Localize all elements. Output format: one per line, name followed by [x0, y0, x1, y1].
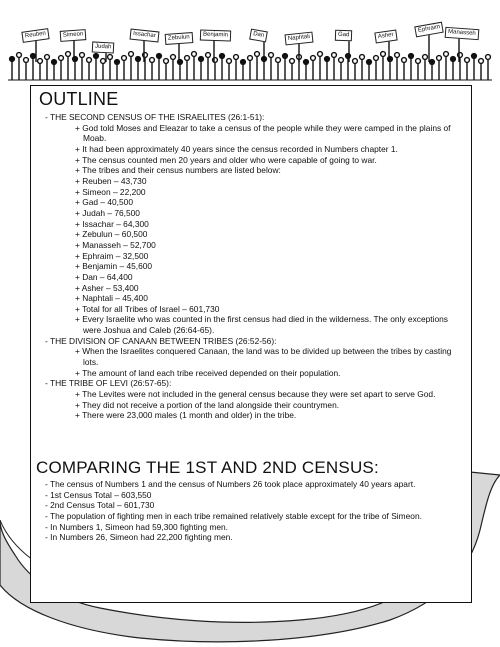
person-head: [283, 54, 288, 59]
section-item: - The census of Numbers 1 and the census of Numbers 26 took place approximately 40 years apart.: [45, 479, 416, 489]
bullet-item: + It had been approximately 40 years since the census recorded in Numbers chapter 1.: [75, 143, 398, 154]
person-head: [150, 58, 155, 63]
person-head: [185, 56, 190, 61]
person-head: [59, 56, 64, 61]
person-head: [122, 56, 127, 61]
section-item: - In Numbers 1, Simeon had 59,300 fighting men.: [45, 521, 228, 532]
person-head: [220, 54, 225, 59]
outline-title: OUTLINE: [39, 89, 119, 109]
bullet-item: + God told Moses and Eleazar to take a census of the people while they were camped in the plains of Moab.: [75, 122, 451, 144]
bullet-item: + Gad – 40,500: [75, 197, 133, 208]
bullet-item: + The tribes and their census numbers are listed below:: [75, 165, 281, 176]
person-head: [290, 59, 295, 64]
bullet-item: + Simeon – 22,200: [75, 186, 146, 197]
person-head: [31, 54, 36, 59]
tribe-sign: Naphtali: [285, 32, 314, 46]
person-head: [486, 55, 491, 60]
person-head: [234, 55, 239, 60]
person-head: [444, 52, 449, 57]
person-head: [171, 55, 176, 60]
person-head: [164, 59, 169, 64]
person-head: [374, 56, 379, 61]
outline-panel: [30, 85, 472, 603]
person-head: [115, 60, 120, 65]
tribe-sign: Judah: [92, 41, 115, 53]
person-head: [423, 55, 428, 60]
tribe-sign: Asher: [374, 30, 397, 44]
person-head: [367, 60, 372, 65]
person-head: [38, 59, 43, 64]
tribe-sign: Simeon: [60, 29, 87, 42]
crowd-illustration: [0, 0, 500, 90]
tribe-sign: Ephraim: [414, 22, 444, 38]
person-head: [304, 60, 309, 65]
person-head: [332, 53, 337, 58]
person-head: [416, 59, 421, 64]
bullet-item: + Manasseh – 52,700: [75, 239, 156, 250]
person-head: [437, 56, 442, 61]
person-head: [45, 55, 50, 60]
outline-list: [41, 112, 466, 421]
person-head: [339, 58, 344, 63]
bullet-item: + They did not receive a portion of the land alongside their countrymen.: [75, 399, 340, 410]
tribe-sign: Zebulun: [165, 32, 193, 45]
person-head: [66, 52, 71, 57]
tribe-sign: Issachar: [130, 29, 160, 43]
bullet-item: + Judah – 76,500: [75, 207, 140, 218]
tribe-sign: Gad: [335, 30, 353, 42]
bullet-item: + Dan – 64,400: [75, 271, 133, 282]
bullet-item: + There were 23,000 males (1 month and older) in the tribe.: [75, 410, 297, 421]
section-item: - The population of fighting men in each tribe remained relatively stable except for the tribe of Simeon.: [45, 510, 422, 521]
person-head: [430, 60, 435, 65]
person-head: [451, 57, 456, 62]
section-item: - 2nd Census Total – 601,730: [45, 500, 155, 511]
person-head: [206, 53, 211, 58]
section-item: - In Numbers 26, Simeon had 22,200 fighting men.: [45, 532, 233, 543]
person-head: [269, 53, 274, 58]
bullet-item: + Every Israelite who was counted in the first census had died in the wilderness. The only exceptions were Joshua and Caleb (26:64-65).: [75, 314, 448, 336]
person-head: [395, 53, 400, 58]
person-head: [325, 57, 330, 62]
tribe-sign: Reuben: [21, 28, 49, 43]
bullet-item: + The amount of land each tribe received depended on their population.: [75, 367, 341, 378]
person-head: [10, 57, 15, 62]
person-head: [276, 58, 281, 63]
person-head: [255, 52, 260, 57]
section-item: - THE TRIBE OF LEVI (26:57-65):: [45, 378, 172, 389]
person-head: [157, 54, 162, 59]
comparison-title: COMPARING THE 1ST AND 2ND CENSUS:: [36, 458, 379, 477]
person-head: [353, 59, 358, 64]
person-head: [311, 56, 316, 61]
person-head: [227, 59, 232, 64]
bullet-item: + Total for all Tribes of Israel – 601,730: [75, 303, 220, 314]
bullet-item: + Ephraim – 32,500: [75, 250, 149, 261]
person-head: [192, 52, 197, 57]
bullet-item: + When the Israelites conquered Canaan, the land was to be divided up between the tribes by casting lots.: [75, 346, 452, 368]
tribe-sign: Manasseh: [445, 27, 479, 40]
bullet-item: + The Levites were not included in the general census because they were set apart to serve God.: [75, 389, 436, 400]
person-head: [17, 53, 22, 58]
comparison-list: [41, 479, 466, 543]
person-head: [465, 58, 470, 63]
bullet-item: + Asher – 53,400: [75, 282, 139, 293]
person-head: [360, 55, 365, 60]
person-head: [80, 53, 85, 58]
person-head: [101, 59, 106, 64]
tribe-sign: Benjamin: [200, 29, 231, 41]
person-head: [52, 60, 57, 65]
bullet-item: + Reuben – 43,730: [75, 175, 147, 186]
bullet-item: + Benjamin – 45,600: [75, 261, 153, 272]
person-head: [318, 52, 323, 57]
person-head: [24, 58, 29, 63]
person-head: [108, 55, 113, 60]
section-item: - 1st Census Total – 603,550: [45, 489, 152, 500]
bullet-item: + Issachar – 64,300: [75, 218, 149, 229]
bullet-item: + Naphtali – 45,400: [75, 293, 148, 304]
person-head: [136, 57, 141, 62]
section-item: - THE SECOND CENSUS OF THE ISRAELITES (26:1-51):: [45, 112, 265, 122]
person-head: [87, 58, 92, 63]
person-head: [472, 54, 477, 59]
person-head: [248, 56, 253, 61]
bullet-item: + The census counted men 20 years and older who were capable of going to war.: [75, 154, 377, 165]
person-head: [402, 58, 407, 63]
section-item: - THE DIVISION OF CANAAN BETWEEN TRIBES (26:52-56):: [45, 335, 277, 346]
person-head: [241, 60, 246, 65]
person-head: [94, 54, 99, 59]
bullet-item: + Zebulun – 60,500: [75, 229, 148, 240]
person-head: [129, 52, 134, 57]
person-head: [199, 57, 204, 62]
tribe-sign: Dan: [249, 29, 268, 43]
person-head: [479, 59, 484, 64]
person-head: [381, 52, 386, 57]
person-head: [409, 54, 414, 59]
